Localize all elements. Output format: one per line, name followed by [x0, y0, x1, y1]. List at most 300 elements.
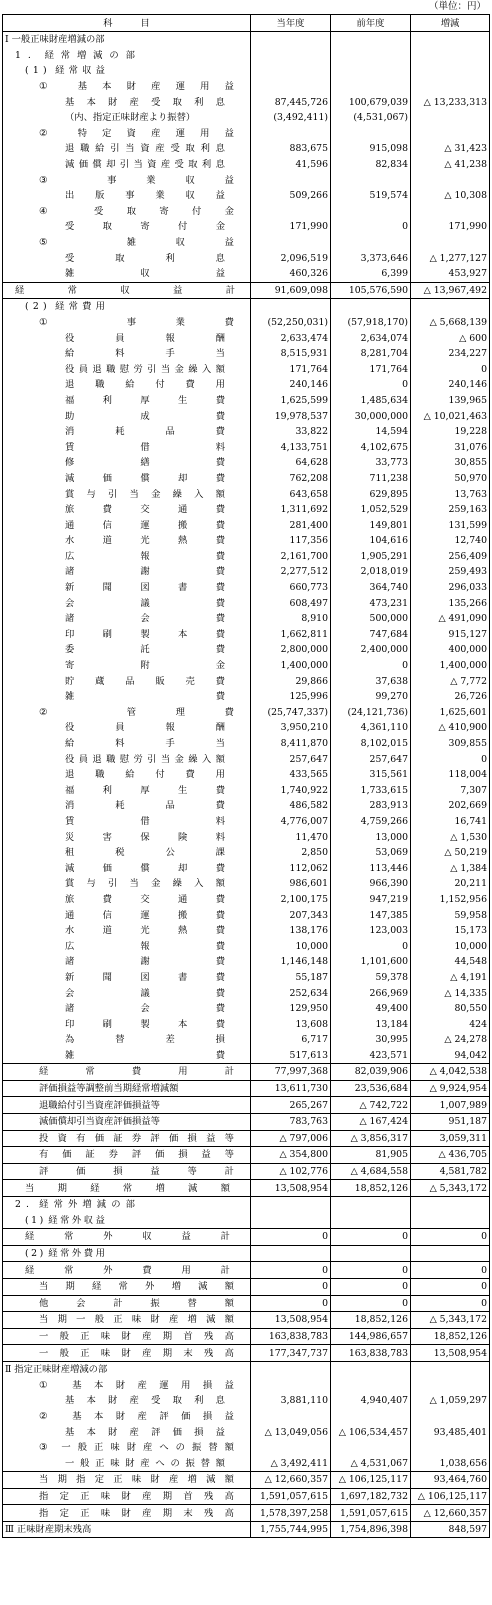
diff-value: △ 41,238 [411, 157, 490, 173]
diff-value: 94,042 [411, 1048, 490, 1064]
row-label [3, 1229, 251, 1246]
table-row [3, 486, 490, 502]
table-row [3, 783, 490, 799]
table-row [3, 1409, 490, 1425]
current-value: 1,400,000 [251, 658, 331, 674]
row-label [3, 1521, 251, 1538]
row-label [3, 1328, 251, 1345]
row-label [3, 954, 251, 970]
current-value: 33,822 [251, 424, 331, 440]
current-value: (3,492,411) [251, 110, 331, 126]
diff-value [411, 1213, 490, 1229]
previous-value: 18,852,126 [331, 1180, 411, 1197]
diff-value: △ 1,530 [411, 829, 490, 845]
row-label-text: 投 資 有 価 証 券 評 価 損 益 等 [39, 1132, 234, 1144]
current-value [251, 1440, 331, 1456]
table-row [3, 907, 490, 923]
row-label-text: 当 期 経 常 増 減 額 [25, 1182, 230, 1194]
table-row [3, 235, 490, 251]
row-label-text: 減 価 償 却 費 [65, 862, 225, 874]
diff-value: 0 [411, 1295, 490, 1312]
table-row [3, 876, 490, 892]
previous-value: 113,446 [331, 860, 411, 876]
table-row [3, 627, 490, 643]
diff-value: 309,855 [411, 736, 490, 752]
diff-value: 234,227 [411, 346, 490, 362]
previous-value [331, 1440, 411, 1456]
row-label-text: 新 聞 図 書 費 [65, 582, 225, 594]
row-label-text: ( 1 ) 経 常 外 収 益 [25, 1214, 105, 1226]
row-label-text: 諸 謝 費 [65, 956, 225, 968]
row-label [3, 751, 251, 767]
diff-value [411, 126, 490, 142]
table-row [3, 1424, 490, 1440]
row-label [3, 1032, 251, 1048]
row-label-text: ③ 事 業 収 益 [39, 174, 234, 186]
current-value: 762,208 [251, 471, 331, 487]
table-row [3, 1455, 490, 1471]
row-label-text: ( 2 ) 経 常 費 用 [25, 301, 105, 313]
previous-value [331, 63, 411, 79]
table-row [3, 315, 490, 331]
diff-value: 1,625,601 [411, 705, 490, 721]
row-label-text: ② 管 理 費 [39, 706, 234, 718]
current-value: 171,764 [251, 361, 331, 377]
table-row [3, 455, 490, 471]
row-label-text: 賞 与 引 当 金 繰 入 額 [65, 488, 225, 500]
table-row [3, 767, 490, 783]
table-row [3, 377, 490, 393]
diff-value: △ 24,278 [411, 1032, 490, 1048]
table-row [3, 32, 490, 48]
row-label [3, 330, 251, 346]
previous-value: 4,940,407 [331, 1393, 411, 1409]
row-label [3, 377, 251, 393]
row-label [3, 502, 251, 518]
previous-value: 171,764 [331, 361, 411, 377]
current-value: 2,800,000 [251, 642, 331, 658]
previous-value: 13,184 [331, 1016, 411, 1032]
table-row [3, 1229, 490, 1246]
row-label [3, 673, 251, 689]
row-label [3, 1113, 251, 1130]
row-label-text: Ⅲ 正味財産期末残高 [5, 1524, 92, 1536]
current-value [251, 235, 331, 251]
table-row [3, 1521, 490, 1538]
diff-value [411, 172, 490, 188]
table-row [3, 923, 490, 939]
row-label-text: 寄 附 金 [65, 660, 225, 672]
diff-value: 1,152,956 [411, 892, 490, 908]
diff-value [411, 299, 490, 315]
table-row [3, 829, 490, 845]
previous-value: 6,399 [331, 266, 411, 282]
previous-value: 1,101,600 [331, 954, 411, 970]
diff-value: △ 491,090 [411, 611, 490, 627]
row-label-text: 為 替 差 損 [65, 1034, 225, 1046]
row-label [3, 517, 251, 533]
row-label [3, 611, 251, 627]
current-value [251, 1409, 331, 1425]
diff-value: 1,038,656 [411, 1455, 490, 1471]
row-label-text: 役 員 報 酬 [65, 722, 225, 734]
current-value: 0 [251, 1278, 331, 1295]
previous-value: 8,281,704 [331, 346, 411, 362]
row-label [3, 1472, 251, 1489]
table-row [3, 110, 490, 126]
diff-value: 13,508,954 [411, 1345, 490, 1362]
diff-value [411, 32, 490, 48]
current-value: 4,133,751 [251, 439, 331, 455]
current-value [251, 1361, 331, 1377]
row-label-text: 広 報 費 [65, 550, 225, 562]
previous-value: 266,969 [331, 985, 411, 1001]
previous-value: 59,378 [331, 970, 411, 986]
current-value [251, 1377, 331, 1393]
table-row [3, 1328, 490, 1345]
diff-value: 44,548 [411, 954, 490, 970]
diff-value: 15,173 [411, 923, 490, 939]
row-label [3, 814, 251, 830]
table-row [3, 1278, 490, 1295]
row-label [3, 235, 251, 251]
table-row [3, 689, 490, 705]
current-value: 1,311,692 [251, 502, 331, 518]
diff-value [411, 48, 490, 64]
current-value: 509,266 [251, 188, 331, 204]
previous-value: 104,616 [331, 533, 411, 549]
row-label-text: 経 常 費 用 計 [39, 1066, 234, 1078]
previous-value: 144,986,657 [331, 1328, 411, 1345]
current-value: 6,717 [251, 1032, 331, 1048]
current-value: 13,611,730 [251, 1080, 331, 1097]
table-row [3, 1472, 490, 1489]
row-label [3, 1505, 251, 1522]
current-value: 2,277,512 [251, 564, 331, 580]
row-label-text: 減価償却引当資産評価損益等 [39, 1116, 160, 1128]
row-label [3, 549, 251, 565]
previous-value: 915,098 [331, 141, 411, 157]
row-label [3, 923, 251, 939]
table-row [3, 642, 490, 658]
row-label [3, 1001, 251, 1017]
diff-value: △ 31,423 [411, 141, 490, 157]
row-label [3, 1377, 251, 1393]
row-label-text: 諸 謝 費 [65, 566, 225, 578]
row-label-text: 水 道 光 熱 費 [65, 925, 225, 937]
previous-value [331, 172, 411, 188]
row-label [3, 705, 251, 721]
row-label [3, 1048, 251, 1064]
row-label [3, 48, 251, 64]
table-row [3, 860, 490, 876]
current-value: 13,508,954 [251, 1312, 331, 1329]
row-label-text: 雑 収 益 [65, 268, 225, 280]
previous-value: △ 167,424 [331, 1113, 411, 1130]
diff-value: 19,228 [411, 424, 490, 440]
row-label-text: 当 期 経 常 外 増 減 額 [39, 1281, 234, 1293]
row-label [3, 1163, 251, 1180]
previous-value: (57,918,170) [331, 315, 411, 331]
current-value [251, 1196, 331, 1212]
row-label-text: 役 員 退 職 慰 労 引 当 金 繰 入 額 [65, 363, 225, 375]
table-row [3, 1196, 490, 1212]
diff-value: 259,163 [411, 502, 490, 518]
current-value: 460,326 [251, 266, 331, 282]
diff-value [411, 79, 490, 95]
previous-value: 1,754,896,398 [331, 1521, 411, 1538]
current-value: 171,990 [251, 219, 331, 235]
row-label-text: 給 料 手 当 [65, 738, 225, 750]
table-row [3, 517, 490, 533]
row-label [3, 486, 251, 502]
row-label [3, 689, 251, 705]
diff-value [411, 1361, 490, 1377]
previous-value: 4,759,266 [331, 814, 411, 830]
table-row [3, 266, 490, 282]
table-row [3, 48, 490, 64]
row-label-text: ④ 受 取 寄 付 金 [39, 205, 234, 217]
row-label [3, 1455, 251, 1471]
row-label-text: 助 成 費 [65, 410, 225, 422]
current-value: 3,950,210 [251, 720, 331, 736]
diff-value: △ 50,219 [411, 845, 490, 861]
diff-value [411, 63, 490, 79]
row-label-text: ( 1 ) 経 常 収 益 [25, 65, 105, 77]
diff-value: △ 1,384 [411, 860, 490, 876]
row-label-text: 役 員 報 酬 [65, 332, 225, 344]
row-label-text: 会 議 費 [65, 987, 225, 999]
table-row [3, 204, 490, 220]
current-value: 1,740,922 [251, 783, 331, 799]
table-row [3, 1032, 490, 1048]
row-label-text: 指 定 正 味 財 産 期 末 残 高 [39, 1507, 234, 1519]
row-label-text: 修 繕 費 [65, 457, 225, 469]
diff-value: △ 9,924,954 [411, 1080, 490, 1097]
previous-value [331, 1213, 411, 1229]
previous-value: 82,039,906 [331, 1064, 411, 1081]
row-label-text: 消 耗 品 費 [65, 426, 225, 438]
previous-value: 33,773 [331, 455, 411, 471]
diff-value: 139,965 [411, 393, 490, 409]
row-label [3, 63, 251, 79]
current-value: △ 12,660,357 [251, 1472, 331, 1489]
previous-value: 1,905,291 [331, 549, 411, 565]
diff-value [411, 235, 490, 251]
previous-value: (4,531,067) [331, 110, 411, 126]
diff-value: △ 4,191 [411, 970, 490, 986]
diff-value: 7,307 [411, 783, 490, 799]
table-row [3, 1361, 490, 1377]
table-row [3, 1147, 490, 1164]
row-label [3, 829, 251, 845]
table-row [3, 938, 490, 954]
row-label-text: 水 道 光 熱 費 [65, 535, 225, 547]
row-label [3, 564, 251, 580]
diff-value: △ 13,967,492 [411, 282, 490, 299]
row-label-text: 福 利 厚 生 費 [65, 394, 225, 406]
row-label [3, 408, 251, 424]
current-value: 0 [251, 1295, 331, 1312]
row-label-text: Ⅰ 一般正味財産増減の部 [5, 34, 105, 46]
row-label-text: 新 聞 図 書 費 [65, 971, 225, 983]
row-label-text: 当 期 一 般 正 味 財 産 増 減 額 [39, 1314, 234, 1326]
current-value [251, 79, 331, 95]
current-value: 986,601 [251, 876, 331, 892]
table-row [3, 564, 490, 580]
table-row [3, 439, 490, 455]
row-label-text: 退職給付引当資産評価損益等 [39, 1099, 160, 1111]
previous-value: 81,905 [331, 1147, 411, 1164]
diff-value: △ 10,308 [411, 188, 490, 204]
row-label [3, 471, 251, 487]
row-label-text: 退 職 給 付 費 用 [65, 769, 225, 781]
table-row [3, 1180, 490, 1197]
current-value: △ 354,800 [251, 1147, 331, 1164]
previous-value: 500,000 [331, 611, 411, 627]
row-label [3, 892, 251, 908]
previous-value: (24,121,736) [331, 705, 411, 721]
row-label [3, 1488, 251, 1505]
row-label-text: 災 害 保 険 料 [65, 831, 225, 843]
row-label-text: 退 職 給 付 費 用 [65, 379, 225, 391]
table-row [3, 736, 490, 752]
row-label [3, 845, 251, 861]
diff-value: 915,127 [411, 627, 490, 643]
row-label-text: 退 職 給 引 当 資 産 受 取 利 息 [65, 143, 225, 155]
table-row [3, 1097, 490, 1114]
table-row [3, 79, 490, 95]
table-row [3, 1048, 490, 1064]
row-label [3, 1312, 251, 1329]
current-value: 64,628 [251, 455, 331, 471]
row-label [3, 424, 251, 440]
previous-value: 8,102,015 [331, 736, 411, 752]
current-value: 240,146 [251, 377, 331, 393]
diff-value: 424 [411, 1016, 490, 1032]
diff-value: 256,409 [411, 549, 490, 565]
row-label-text: 租 税 公 課 [65, 847, 225, 859]
row-label-text: 基 本 財 産 評 価 損 益 [65, 1426, 225, 1438]
table-row [3, 985, 490, 1001]
diff-value [411, 1245, 490, 1262]
table-row [3, 814, 490, 830]
previous-value [331, 235, 411, 251]
diff-value: △ 600 [411, 330, 490, 346]
previous-value: 1,591,057,615 [331, 1505, 411, 1522]
previous-value [331, 32, 411, 48]
row-label-text: ③ 一 般 正 味 財 産 へ の 振 替 額 [39, 1442, 234, 1454]
row-label-text: Ⅱ 指定正味財産増減の部 [5, 1364, 108, 1376]
previous-value: 0 [331, 1278, 411, 1295]
table-row [3, 94, 490, 110]
table-row [3, 970, 490, 986]
diff-value: 26,726 [411, 689, 490, 705]
row-label-text: 通 信 運 搬 費 [65, 909, 225, 921]
current-value: 125,996 [251, 689, 331, 705]
diff-value: △ 7,772 [411, 673, 490, 689]
row-label [3, 1409, 251, 1425]
previous-value: 13,000 [331, 829, 411, 845]
current-value: 77,997,368 [251, 1064, 331, 1081]
row-label-text: 出 版 事 業 収 益 [65, 190, 225, 202]
table-row [3, 751, 490, 767]
current-value: 91,609,098 [251, 282, 331, 299]
table-row [3, 63, 490, 79]
row-label-text: 減 価 償 却 費 [65, 472, 225, 484]
row-label-text: 受 取 寄 付 金 [65, 221, 225, 233]
current-value: 117,356 [251, 533, 331, 549]
diff-value: △ 106,125,117 [411, 1488, 490, 1505]
previous-value: 105,576,590 [331, 282, 411, 299]
table-row [3, 658, 490, 674]
row-label [3, 876, 251, 892]
row-label [3, 1295, 251, 1312]
row-label [3, 1196, 251, 1212]
row-label [3, 658, 251, 674]
diff-value: 171,990 [411, 219, 490, 235]
table-row [3, 1312, 490, 1329]
previous-value: 519,574 [331, 188, 411, 204]
row-label-text: 委 託 費 [65, 644, 225, 656]
current-value: 1,662,811 [251, 627, 331, 643]
table-row [3, 1345, 490, 1362]
row-label [3, 642, 251, 658]
diff-value: 400,000 [411, 642, 490, 658]
current-value: 0 [251, 1229, 331, 1246]
previous-value: 53,069 [331, 845, 411, 861]
row-label [3, 985, 251, 1001]
current-value: 207,343 [251, 907, 331, 923]
diff-value: 0 [411, 1262, 490, 1279]
previous-value: 18,852,126 [331, 1312, 411, 1329]
current-value: 87,445,726 [251, 94, 331, 110]
diff-value: △ 410,900 [411, 720, 490, 736]
previous-value: 147,385 [331, 907, 411, 923]
current-value: 433,565 [251, 767, 331, 783]
current-value: 1,146,148 [251, 954, 331, 970]
row-label-text: ⑤ 雑 収 益 [39, 237, 234, 249]
row-label [3, 720, 251, 736]
row-label [3, 32, 251, 48]
row-label [3, 1361, 251, 1377]
row-label-text: 給 料 手 当 [65, 348, 225, 360]
table-row [3, 611, 490, 627]
table-row [3, 1488, 490, 1505]
table-row [3, 157, 490, 173]
previous-value: 2,634,074 [331, 330, 411, 346]
statement-table [2, 14, 490, 1538]
table-row [3, 1440, 490, 1456]
current-value [251, 299, 331, 315]
diff-value: △ 12,660,357 [411, 1505, 490, 1522]
row-label [3, 1245, 251, 1262]
row-label [3, 736, 251, 752]
current-value: 517,613 [251, 1048, 331, 1064]
row-label-text: 経 常 収 益 計 [15, 284, 235, 296]
current-value: 41,596 [251, 157, 331, 173]
table-row [3, 471, 490, 487]
row-label [3, 1345, 251, 1362]
row-label-text: 雑 費 [65, 1049, 225, 1061]
current-value: 2,096,519 [251, 250, 331, 266]
row-label-text: 通 信 運 搬 費 [65, 519, 225, 531]
table-row [3, 1016, 490, 1032]
previous-value [331, 1361, 411, 1377]
current-value: 177,347,737 [251, 1345, 331, 1362]
row-label-text: （内、指定正味財産より振替） [65, 112, 196, 124]
previous-value: 23,536,684 [331, 1080, 411, 1097]
